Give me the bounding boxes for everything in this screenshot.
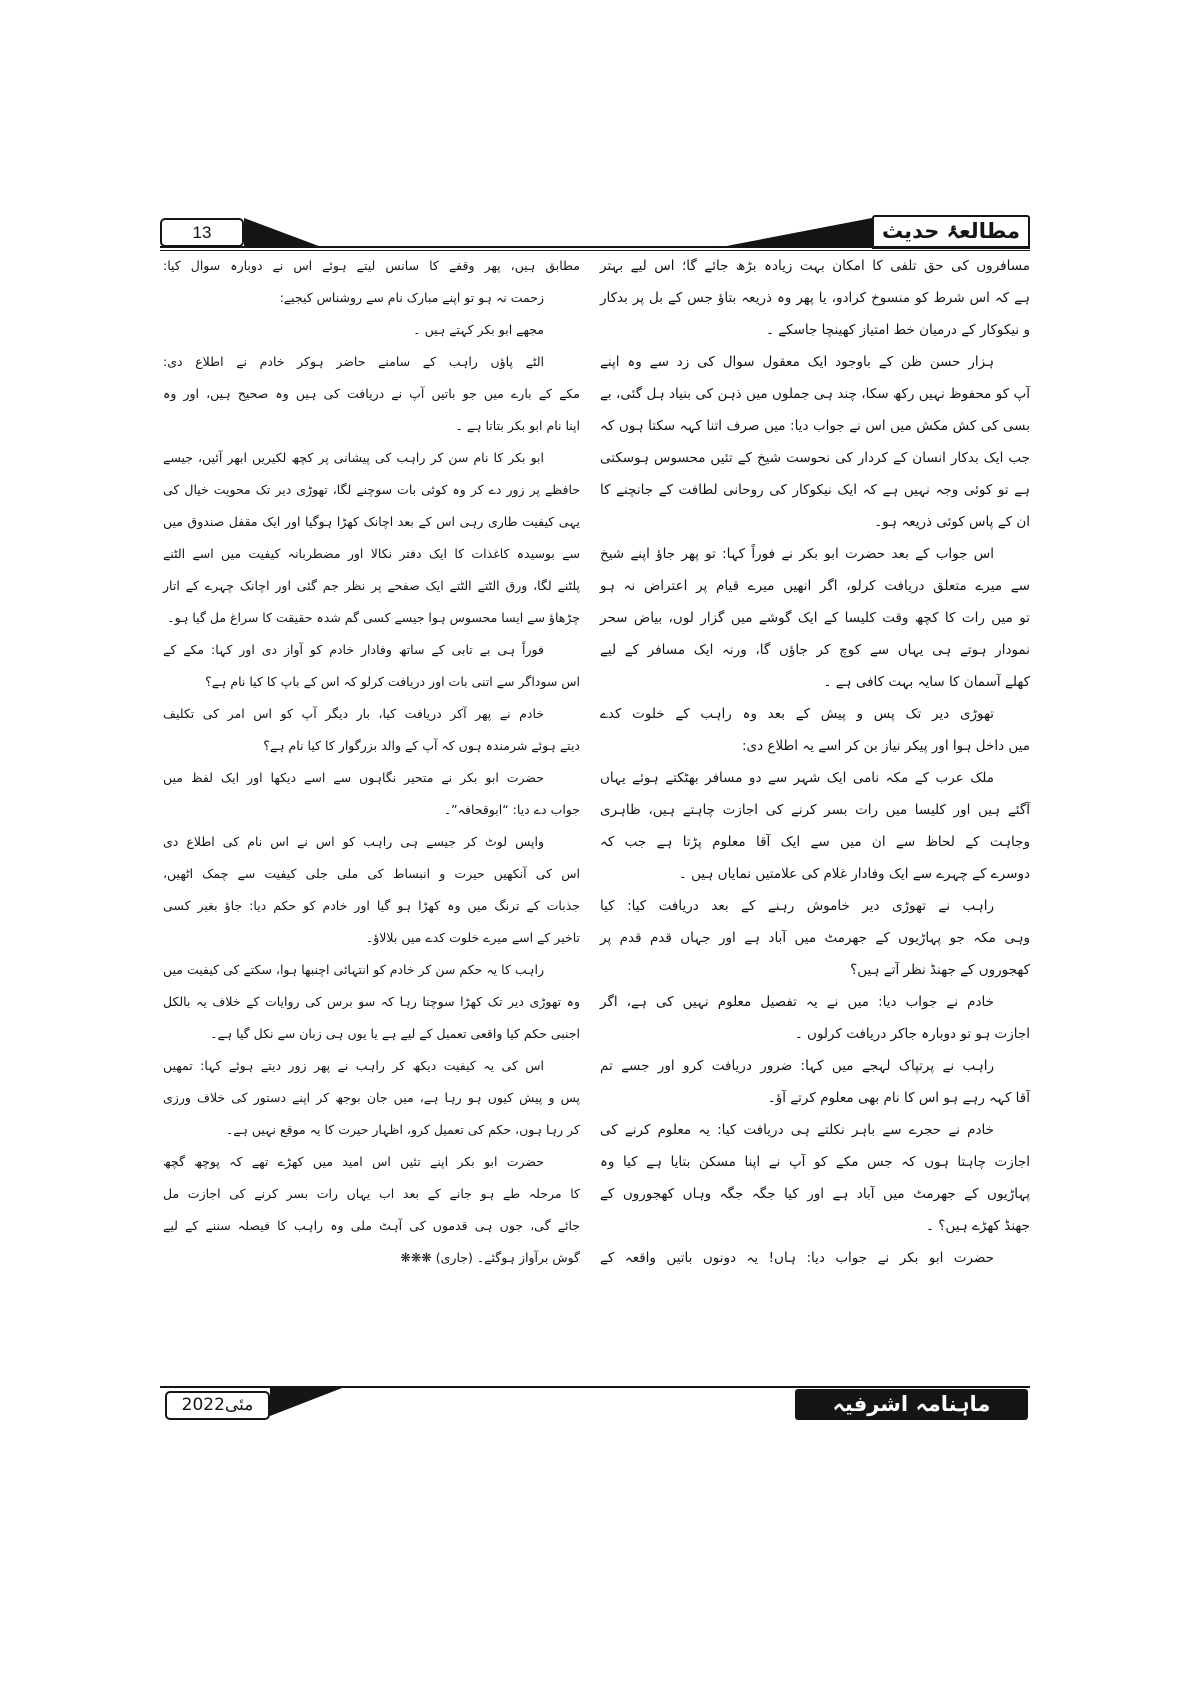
text-line: پہاڑیوں کے جھرمٹ میں آباد ہے اور کیا جگہ جگہ وہاں کھجوروں کے xyxy=(600,1186,1030,1202)
text-line: گوش برآواز ہوگئے۔ (جاری) ❋❋❋ xyxy=(400,1250,580,1265)
text-line: اس کی آنکھیں حیرت و انبساط کی ملی جلی کیفیت سے چمک اٹھیں، xyxy=(163,866,580,881)
text-line: میں داخل ہوا اور پیکر نیاز بن کر اسے یہ اطلاع دی: xyxy=(741,738,1030,754)
text-line: خادم نے جواب دیا: میں نے یہ تفصیل معلوم نہیں کی ہے، اگر xyxy=(600,994,994,1010)
text-line: جب ایک بدکار انسان کے کردار کی نحوست شیخ کے تئیں محسوس ہوسکتی xyxy=(600,450,1030,466)
text-line: حضرت ابو بکر اپنے تئیں اس امید میں کھڑے تھے کہ پوچھ گچھ xyxy=(163,1154,544,1169)
text-line: بسی کی کش مکش میں اس نے جواب دیا: میں صرف اتنا کہہ سکتا ہوں کہ xyxy=(600,418,1030,434)
text-line: کھلے آسمان کا سایہ بہت کافی ہے ۔ xyxy=(823,674,1030,690)
text-line: وجاہت کے لحاظ سے ان میں سے ایک آقا معلوم پڑتا ہے جب کہ xyxy=(600,834,1030,850)
text-line: آقا کہہ رہے ہو اس کا نام بھی معلوم کرتے آؤ۔ xyxy=(767,1090,1030,1106)
text-line: تھوڑی دیر تک پس و پیش کے بعد وہ راہب کے خلوت کدے xyxy=(600,706,994,722)
text-line: حضرت ابو بکر نے جواب دیا: ہاں! یہ دونوں باتیں واقعہ کے xyxy=(600,1250,994,1266)
text-line: مسافروں کی حق تلفی کا امکان بہت زیادہ بڑھ جائے گا؛ اس لیے بہتر xyxy=(600,258,1030,274)
text-line: جذبات کے ترنگ میں وہ کھڑا ہو گیا اور خادم کو حکم دیا: جاؤ بغیر کسی xyxy=(163,898,580,913)
text-line: ہے کہ اس شرط کو منسوخ کرادو، یا پھر وہ ذریعہ بتاؤ جس کے بل پر بدکار xyxy=(600,290,1030,306)
text-line: الٹے پاؤں راہب کے سامنے حاضر ہوکر خادم نے اطلاع دی: xyxy=(163,354,544,369)
text-line: چڑھاؤ سے ایسا محسوس ہوا جیسے کسی گم شدہ حقیقت کا سراغ مل گیا ہو۔ xyxy=(167,610,580,625)
text-line: راہب کا یہ حکم سن کر خادم کو انتہائی اچنبھا ہوا، سکتے کی کیفیت میں xyxy=(163,962,544,977)
text-line: وہی مکہ جو پہاڑیوں کے جھرمٹ میں آباد ہے اور جہاں قدم قدم پر xyxy=(600,930,1030,946)
text-line: خادم نے حجرے سے باہر نکلتے ہی دریافت کیا: یہ معلوم کرنے کی xyxy=(600,1122,994,1138)
page-number: 13 xyxy=(160,218,244,247)
text-line: سے بوسیدہ کاغذات کا ایک دفتر نکالا اور مضطربانہ کیفیت میں اسے الٹنے xyxy=(163,546,580,561)
text-line: سے میرے متعلق دریافت کرلو، اگر انھیں میرے قیام پر اعتراض نہ ہو xyxy=(600,578,1030,594)
text-line: ان کے پاس کوئی ذریعہ ہو۔ xyxy=(874,514,1030,530)
text-line: حضرت ابو بکر نے متحیر نگاہوں سے اسے دیکھا اور ایک لفظ میں xyxy=(163,770,544,785)
text-line: نمودار ہوتے ہی یہاں سے کوچ کر جاؤں گا، ورنہ ایک مسافر کے لیے xyxy=(600,642,1030,658)
text-line: پلٹنے لگا، ورق الٹتے الٹتے ایک صفحے پر نظر جم گئی اور اچانک چہرے کے اتار xyxy=(163,578,580,593)
text-line: ہزار حسن ظن کے باوجود ایک معقول سوال کی زد سے وہ اپنے xyxy=(600,354,994,370)
text-line: اجازت ہو تو دوبارہ جاکر دریافت کرلوں ۔ xyxy=(794,1026,1030,1042)
text-line: راہب نے پرتپاک لہجے میں کہا: ضرور دریافت کرو اور جسے تم xyxy=(600,1058,994,1074)
text-line: جواب دے دیا: “ابوقحافہ”۔ xyxy=(443,802,580,817)
text-line: کھجوروں کے جھنڈ نظر آتے ہیں؟ xyxy=(850,962,1030,978)
text-line: ہے تو کوئی وجہ نہیں ہے کہ ایک نیکوکار کی روحانی لطافت کے جانچنے کا xyxy=(600,482,1030,498)
text-line: دوسرے کے چہرے سے ایک وفادار غلام کی علامتیں نمایاں ہیں ۔ xyxy=(678,866,1030,882)
text-line: خادم نے پھر آکر دریافت کیا، بار دیگر آپ کو اس امر کی تکلیف xyxy=(163,706,544,721)
text-line: جائے گی، جوں ہی قدموں کی آہٹ ملی وہ راہب کا فیصلہ سننے کے لیے xyxy=(163,1218,580,1233)
text-line: اس سوداگر سے اتنی بات اور دریافت کرلو کہ اس کے باپ کا کیا نام ہے؟ xyxy=(205,674,580,689)
text-line: تاخیر کے اسے میرے خلوت کدے میں بلالاؤ۔ xyxy=(365,930,580,945)
footer-ornament xyxy=(270,1388,342,1416)
text-line: مطابق ہیں، پھر وقفے کا سانس لیتے ہوئے اس نے دوبارہ سوال کیا: xyxy=(163,258,580,273)
text-line: کر رہا ہوں، حکم کی تعمیل کرو، اظہار حیرت کا یہ موقع نہیں ہے۔ xyxy=(225,1122,580,1137)
right-column xyxy=(600,250,1030,1274)
text-line: آپ کو محفوظ نہیں رکھ سکا، چند ہی جملوں میں ذہن کی بنیاد ہل گئی، بے xyxy=(600,386,1030,402)
text-line: وہ تھوڑی دیر تک کھڑا سوچتا رہا کہ سو برس کی روایات کے خلاف یہ بالکل xyxy=(163,994,580,1009)
text-line: اس کی یہ کیفیت دیکھ کر راہب نے پھر زور دیتے ہوئے کہا: تمھیں xyxy=(163,1058,544,1073)
text-line: آگئے ہیں اور کلیسا میں رات بسر کرنے کی اجازت چاہتے ہیں، ظاہری xyxy=(600,802,1030,818)
text-line: تو میں رات کا کچھ وقت کلیسا کے ایک گوشے میں گزار لوں، بیاض سحر xyxy=(600,610,1030,626)
text-line: ابو بکر کا نام سن کر راہب کی پیشانی پر کچھ لکیریں ابھر آئیں، جیسے xyxy=(163,450,544,465)
text-line: مکے کے بارے میں جو باتیں آپ نے دریافت کی ہیں وہ صحیح ہیں، اور وہ xyxy=(163,386,580,401)
text-line: اجنبی حکم کیا واقعی تعمیل کے لیے ہے یا یوں ہی زبان سے نکل گیا ہے۔ xyxy=(210,1026,580,1041)
text-line: کا مرحلہ طے ہو جانے کے بعد اب یہاں رات بسر کرنے کی اجازت مل xyxy=(163,1186,580,1201)
text-line: پس و پیش کیوں ہو رہا ہے، میں جان بوجھ کر اپنے دستور کی خلاف ورزی xyxy=(163,1090,580,1105)
text-line: و نیکوکار کے درمیان خط امتیاز کھینچا جاسکے ۔ xyxy=(766,322,1030,338)
text-line: اجازت چاہتا ہوں کہ جس مکے کو آپ نے اپنا مسکن بتایا ہے کیا وہ xyxy=(600,1154,1030,1170)
magazine-name: ماہنامہ اشرفیہ xyxy=(795,1389,1028,1420)
text-line: حافظے پر زور دے کر وہ کوئی بات سوچنے لگا، تھوڑی دیر تک محویت خیال کی xyxy=(163,482,580,497)
text-line: مجھے ابو بکر کہتے ہیں ۔ xyxy=(413,322,544,337)
section-title: مطالعۂ حدیث xyxy=(872,215,1030,249)
text-line: زحمت نہ ہو تو اپنے مبارک نام سے روشناس کیجیے: xyxy=(279,290,544,305)
text-line: ملک عرب کے مکہ نامی ایک شہر سے دو مسافر بھٹکتے ہوئے یہاں xyxy=(600,770,994,786)
text-line: جھنڈ کھڑے ہیں؟ ۔ xyxy=(926,1218,1030,1234)
text-line: دیتے ہوئے شرمندہ ہوں کہ آپ کے والد بزرگوار کا کیا نام ہے؟ xyxy=(263,738,580,753)
text-line: اس جواب کے بعد حضرت ابو بکر نے فوراً کہا: تو پھر جاؤ اپنے شیخ xyxy=(600,546,994,562)
header-ornament-right xyxy=(716,218,872,248)
text-line: فوراً ہی بے تابی کے ساتھ وفادار خادم کو آواز دی اور کہا: مکے کے xyxy=(163,642,544,657)
issue-date: مئی2022 xyxy=(165,1391,270,1420)
text-line: راہب نے تھوڑی دیر خاموش رہنے کے بعد دریافت کیا: کیا xyxy=(600,898,994,914)
left-column xyxy=(163,250,580,1274)
text-line: اپنا نام ابو بکر بتاتا ہے ۔ xyxy=(455,418,580,433)
header-ornament-left xyxy=(244,218,324,248)
text-line: یہی کیفیت طاری رہی اس کے بعد اچانک کھڑا ہوگیا اور ایک مقفل صندوق میں xyxy=(163,514,580,529)
text-line: واپس لوٹ کر جیسے ہی راہب کو اس نے اس نام کی اطلاع دی xyxy=(163,834,544,849)
